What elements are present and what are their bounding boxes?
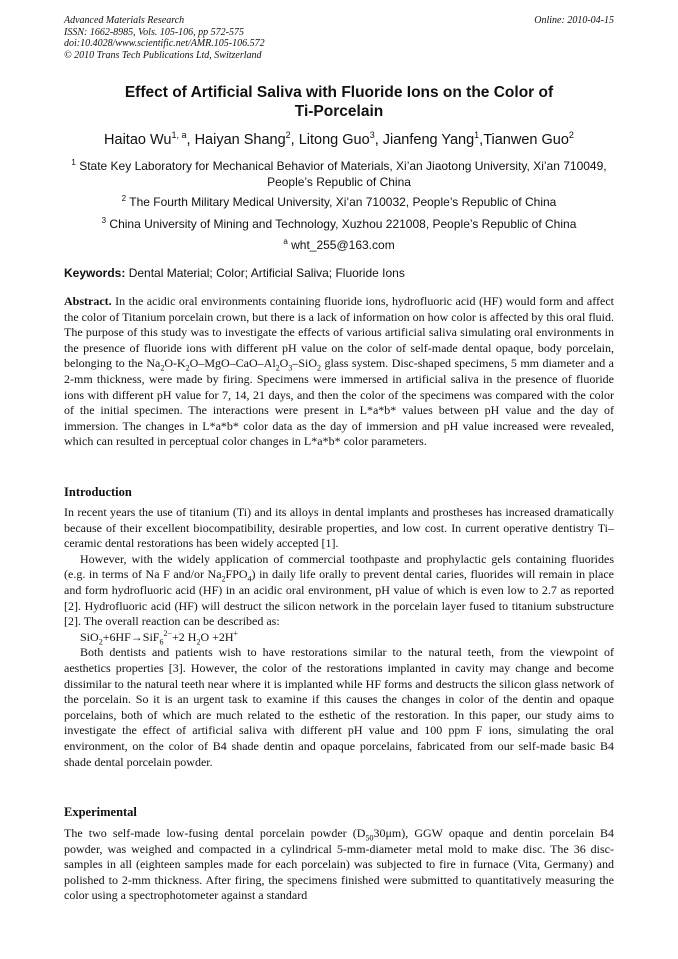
para-text: 30μm), GGW opaque and dentin porcelain B4 powder, was weighed and compacted in a cylindrical 5-mm-diameter metal mold to make disc. The 36 disc-samples in all (eighteen samples made for each porcelain) was subjected to fire in furnace (Vita, Germany) and polished to 2-mm thickness. After firing, the specimens finished were submitted to quantitatively measuring the color using a spectrophotometer against a standard xyxy=(64,826,614,903)
affiliation-sup: 2 xyxy=(121,194,127,203)
intro-paragraph-2 xyxy=(64,552,614,630)
journal-name: Advanced Materials Research xyxy=(64,15,185,26)
author-name: Haiyan Shang xyxy=(194,132,286,148)
intro-paragraph-3: Both dentists and patients wish to have restorations similar to the natural teeth, from the viewpoint of aesthetics properties [3]. However, the color of the restorations implanted in cavity may change and become dissimilar to the natural teeth near where it is implanted while HF forms and destructs the silicon glass network of the porcelain. So it is an urgent task to examine if this causes the changes in color of the dentin and opaque porcelains, both of which are much related to the esthetic of the restoration. In this paper, our study aims to investigate the effect of artificial saliva with different pH value and 100 ppm F ions, simulating the oral environment, on the color of B4 shade dentin and opaque porcelains, fabricated from our self-made basic B4 shade dental porcelain powder. xyxy=(64,645,614,769)
affiliation-email xyxy=(64,237,614,253)
affiliation-sup: 3 xyxy=(101,216,107,225)
formula-sub: 2 xyxy=(221,574,226,584)
affiliation-3 xyxy=(64,216,614,232)
journal-header xyxy=(64,15,265,61)
eq-sub: 2 xyxy=(98,637,103,647)
intro-section xyxy=(64,505,614,770)
author-affil-sup: 2 xyxy=(285,130,291,141)
eq-sub: 2 xyxy=(196,637,201,647)
para-text: ) in daily life orally to prevent dental caries, fluorides will remain in place and form hydrofluoric acid (HF) in an acidic oral environment, pH value of which is even low to 2.7 as reported [2]. Hydrofluoric acid (HF) will destruct the silicon network in the porcelain layer fused to titanium substructure [2]. The overall reaction can be described as: xyxy=(64,567,614,629)
issn: ISSN: 1662-8985, Vols. 105-106, pp 572-575 xyxy=(64,26,244,38)
experimental-section xyxy=(64,826,614,904)
keywords-label: Keywords: xyxy=(64,266,126,280)
formula-part: O-K xyxy=(164,356,186,371)
author-name: Haitao Wu xyxy=(104,132,172,148)
eq-part: +2 H xyxy=(172,629,197,644)
keywords xyxy=(64,266,614,280)
eq-sup: 2− xyxy=(163,628,172,638)
affiliation-2 xyxy=(64,194,614,210)
title-line-2: Ti-Porcelain xyxy=(294,103,384,120)
author-name: Jianfeng Yang xyxy=(382,132,475,148)
eq-sup: + xyxy=(233,628,239,638)
affiliation-text: The Fourth Military Medical University, Xi’an 710032, People’s Republic of China xyxy=(129,195,557,209)
title-line-1: Effect of Artificial Saliva with Fluoride Ions on the Color of xyxy=(124,84,554,101)
formula-sub: 2 xyxy=(185,363,190,373)
keywords-text: Dental Material; Color; Artificial Saliva; Fluoride Ions xyxy=(128,266,405,280)
affiliation-sup: 1 xyxy=(71,158,76,167)
formula-sub: 2 xyxy=(160,363,165,373)
eq-part: SiO xyxy=(80,629,99,644)
formula-part: O xyxy=(279,356,289,371)
author-affil-sup: 1 xyxy=(474,130,480,141)
eq-sub: 6 xyxy=(159,637,164,647)
formula-sub: 2 xyxy=(275,363,280,373)
reaction-equation xyxy=(64,630,614,646)
formula-sub: 4 xyxy=(247,574,252,584)
para-text: The two self-made low-fusing dental porcelain powder (D xyxy=(64,826,366,840)
formula-sub: 3 xyxy=(288,363,293,373)
copyright: © 2010 Trans Tech Publications Ltd, Switzerland xyxy=(64,49,262,61)
experimental-paragraph-1 xyxy=(64,826,614,904)
affiliation-sup: a xyxy=(283,237,288,246)
author-name: Tianwen Guo xyxy=(483,132,569,148)
formula-sub: 2 xyxy=(317,363,322,373)
formula-part: O–MgO–CaO–Al xyxy=(189,356,276,371)
abstract-label: Abstract. xyxy=(64,294,112,308)
affiliation-text: State Key Laboratory for Mechanical Behavior of Materials, Xi’an Jiaotong University, Xi’an 710049, People’s Republic of China xyxy=(79,159,607,189)
author-list: Haitao Wu$^{1, a}$, Haiyan Shang$^2$, Litong Guo$^3$, Jianfeng Yang$^1$,Tianwen Guo$^2$ xyxy=(104,130,574,148)
formula-part: –SiO xyxy=(292,356,318,371)
para-text: However, with the widely application of commercial toothpaste and prophylactic gels containing fluorides (e.g. in terms of Na F and/or Na xyxy=(64,551,614,582)
email-link[interactable]: wht_255@163.com xyxy=(291,238,395,252)
doi: doi:10.4028/www.scientific.net/AMR.105-106.572 xyxy=(64,38,265,49)
formula-sub: 50 xyxy=(365,833,374,843)
author-affil-sup: 1, a xyxy=(171,130,187,141)
paper-title xyxy=(64,83,614,121)
eq-part: +6HF→SiF xyxy=(102,629,160,644)
affiliation-1 xyxy=(64,158,614,190)
intro-heading: Introduction xyxy=(64,485,132,499)
author-name: Litong Guo xyxy=(298,132,370,148)
abstract-text-cont: glass system. Disc-shaped specimens, 5 mm diameter and a 2-mm thickness, were made by firing. Specimens were immersed in artificial saliva in the presence of fluoride ions with different pH value for 7, 14, 21 days, and then the color of the specimens was compared with the color of the initial specimen. The interactions were present in L*a*b* values between pH value and the day of immersion. The changes in L*a*b* color data as the day of immersion and pH value increased were revealed, which can resulted in perceptual color changes in L*a*b* color parameters. xyxy=(64,356,614,449)
formula-part: FPO xyxy=(225,567,248,582)
author-affil-sup: 3 xyxy=(369,130,375,141)
author-affil-sup: 2 xyxy=(568,130,574,141)
online-date: Online: 2010-04-15 xyxy=(534,15,614,26)
abstract xyxy=(64,294,614,450)
abstract-text: In the acidic oral environments containing fluoride ions, hydrofluoric acid (HF) would form and affect the color of Titanium porcelain crown, but there is a lack of information on how color is affected by this oral fluid. The purpose of this study was to investigate the effects of various artificial saliva simulating oral environments in the presence of fluoride ions with different pH value on the color of self-made dental opaque, body porcelain, belonging to the Na xyxy=(64,294,615,371)
eq-part: O +2H xyxy=(200,629,234,644)
experimental-heading: Experimental xyxy=(64,805,137,819)
affiliation-text: China University of Mining and Technology, Xuzhou 221008, People’s Republic of China xyxy=(109,217,577,231)
intro-paragraph-1: In recent years the use of titanium (Ti) and its alloys in dental implants and prostheses has increased dramatically because of their excellent biocompatibility, desirable properties, and low cost. In current operative dentistry Ti–ceramic dental restorations has been widely accepted [1]. xyxy=(64,505,614,551)
